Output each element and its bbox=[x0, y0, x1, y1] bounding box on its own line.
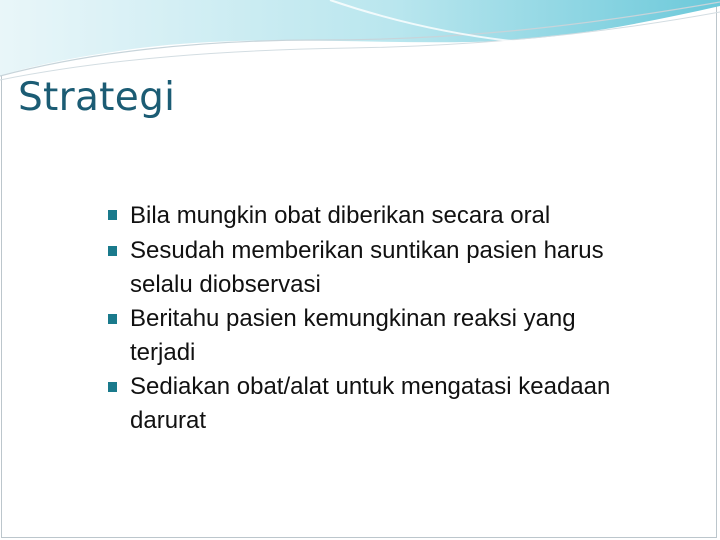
bullet-item bbox=[104, 198, 624, 234]
bullet-item bbox=[104, 370, 624, 438]
header-wave-decoration bbox=[0, 0, 720, 82]
square-bullet-icon bbox=[108, 382, 117, 392]
bullet-text: Bila mungkin obat diberikan secara oral bbox=[130, 202, 551, 229]
header-wave-fill bbox=[0, 0, 720, 76]
bullet-text: Sesudah memberikan suntikan pasien harus selalu diobservasi bbox=[130, 237, 604, 298]
bullet-list bbox=[104, 198, 624, 438]
square-bullet-icon bbox=[108, 314, 117, 324]
bullet-item bbox=[104, 302, 624, 370]
square-bullet-icon bbox=[108, 246, 117, 256]
slide-title: Strategi bbox=[18, 75, 176, 120]
bullet-text: Sediakan obat/alat untuk mengatasi keadaan darurat bbox=[130, 373, 611, 434]
bullet-text: Beritahu pasien kemungkinan reaksi yang terjadi bbox=[130, 305, 576, 366]
square-bullet-icon bbox=[108, 210, 117, 220]
bullet-item bbox=[104, 234, 624, 302]
